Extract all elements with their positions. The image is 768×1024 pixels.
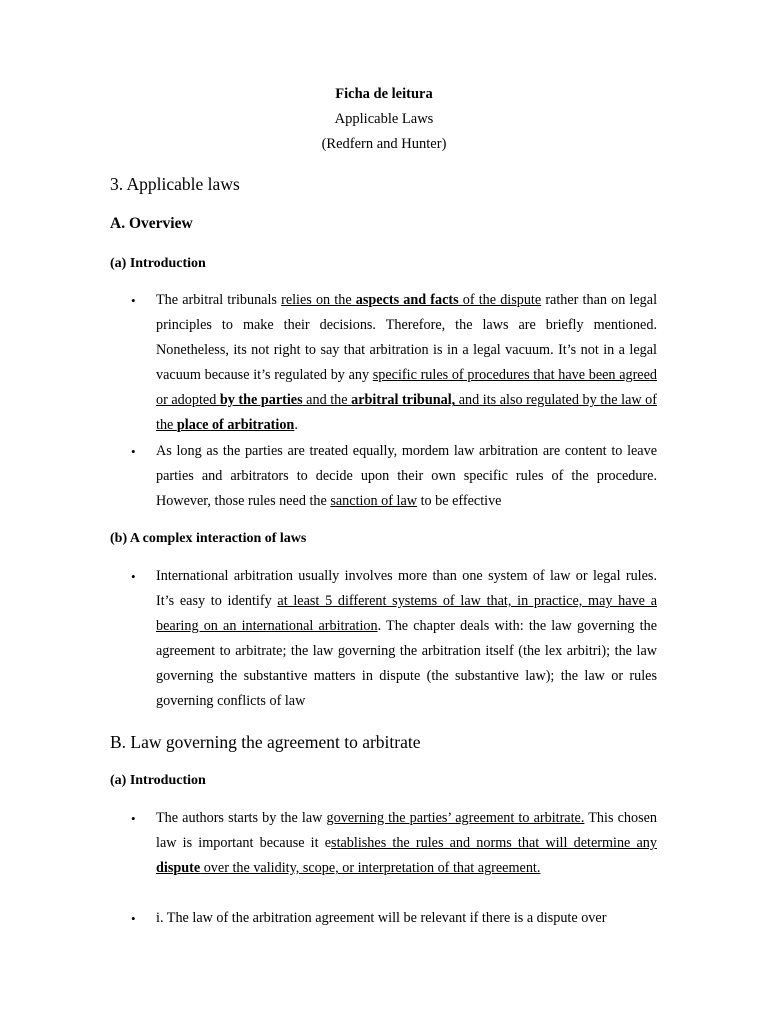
text-run: i. The law of the arbitration agreement will be relevant if there is a dispute over (156, 910, 607, 926)
underlined-run: sanction of law (330, 493, 418, 510)
text-run: The arbitral tribunals (156, 292, 282, 308)
subsection-heading-introduction: (a) Introduction (110, 256, 206, 271)
paragraph-complex-interaction (156, 564, 657, 715)
underlined-run: specific rules of procedures that have been agreed or adopted by the parties and the arbitral tribunal, and its also regulated by the law of the place of arbitration (156, 367, 658, 434)
text-run: to be effective (417, 493, 502, 510)
text-run: The authors starts by the law (156, 810, 327, 826)
text-run: rather than on legal principles to make their decisions. Therefore, the laws are briefly mentioned. Nonetheless, its not right to say that arbitration is in a legal vacuum. It’s not in a legal vacuum because it’s regulated by any (156, 292, 658, 384)
section-heading-applicable-laws: 3. Applicable laws (110, 174, 240, 194)
section-heading-overview: A. Overview (110, 215, 193, 232)
paragraph-agreement-intro-2 (156, 906, 657, 931)
bullet-icon: • (131, 911, 136, 926)
text-run: . The chapter deals with: the law governing the agreement to arbitrate; the law governing the arbitration itself (the lex arbitri); the law governing the substantive matters in dispute (the substantive law); the law or rules governing conflicts of law (156, 618, 657, 710)
subsection-heading-complex-interaction: (b) A complex interaction of laws (110, 531, 307, 546)
bullet-icon: • (131, 811, 136, 826)
subsection-heading-introduction-b: (a) Introduction (110, 773, 206, 788)
underlined-run: stablishes the rules and norms that will determine any dispute over the validity, scope, or interpretation of that agreement. (156, 835, 657, 877)
text-run: International arbitration usually involves more than one system of law or legal rules. It’s easy to identify (156, 568, 657, 610)
bullet-icon: • (131, 569, 136, 584)
paragraph-agreement-intro-1 (156, 806, 657, 881)
text-run: This chosen law is important because it e (156, 810, 657, 852)
underlined-run: at least 5 different systems of law that, in practice, may have a bearing on an international arbitration (156, 593, 657, 635)
text-run: As long as the parties are treated equally, mordem law arbitration are content to leave parties and arbitrators to decide upon their own specific rules of the procedure. However, those rules need the (156, 443, 657, 510)
underlined-run: governing the parties’ agreement to arbitrate. (326, 810, 585, 826)
section-heading-agreement-to-arbitrate: B. Law governing the agreement to arbitrate (110, 732, 421, 752)
text-run: . (294, 417, 298, 434)
document-source: (Redfern and Hunter) (321, 136, 447, 152)
bullet-icon: • (131, 293, 136, 308)
document-title: Ficha de leitura (335, 86, 433, 102)
document-subtitle: Applicable Laws (334, 111, 434, 127)
underlined-run: relies on the aspects and facts of the dispute (281, 292, 542, 308)
paragraph-overview-intro-1 (156, 288, 657, 439)
paragraph-overview-intro-2 (156, 439, 657, 514)
bullet-icon: • (131, 444, 136, 459)
